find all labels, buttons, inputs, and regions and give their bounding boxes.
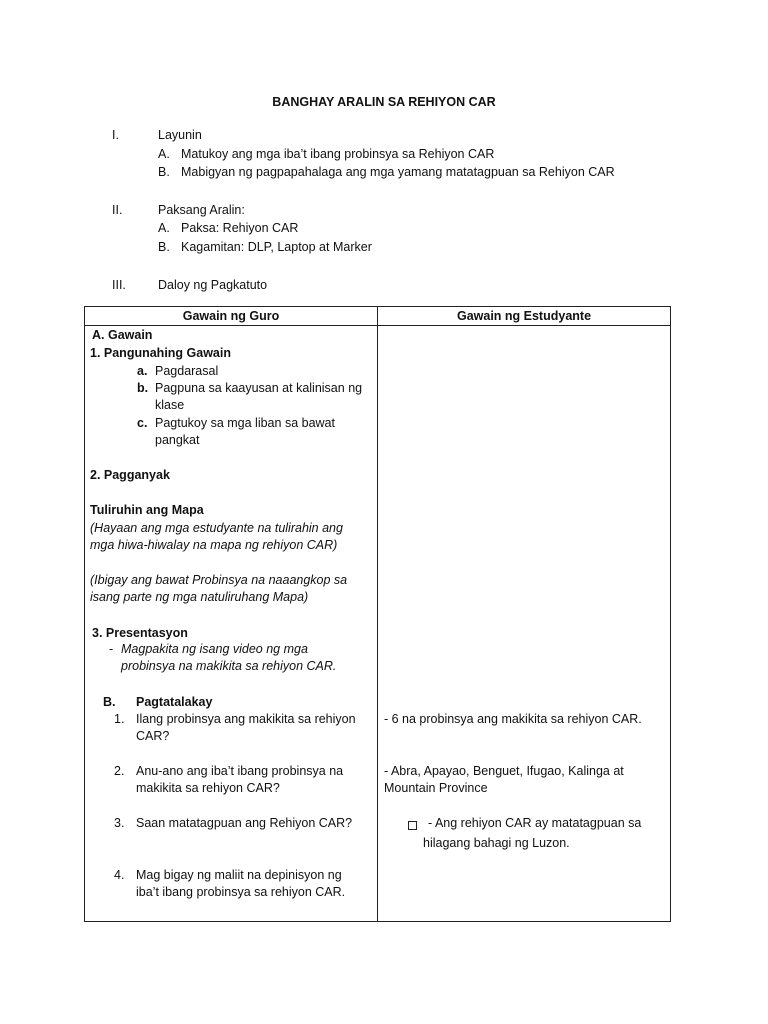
question-1-number: 1. [114,712,125,726]
note1-line2: mga hiwa-hiwalay na mapa ng rehiyon CAR) [90,538,338,552]
pagtatalakay-heading: Pagtatalakay [136,695,213,709]
objective-letter-b: B. [158,165,170,179]
topic-text-a: Paksa: Rehiyon CAR [181,221,299,235]
presentasyon-text-line2: probinsya na makikita sa rehiyon CAR. [121,659,337,673]
activity-text-b-line2: klase [155,398,185,412]
presentasyon-label: 3. Presentasyon [92,626,188,640]
activity-letter-a: a. [137,364,148,378]
header-gawain-estudyante: Gawain ng Estudyante [378,307,671,326]
note2-line1: (Ibigay ang bawat Probinsya na naaangkop sa [90,573,348,587]
question-3-number: 3. [114,816,125,830]
answer-1: - 6 na probinsya ang makikita sa rehiyon CAR. [384,712,642,726]
gawain-label: A. Gawain [92,328,153,342]
answer-2-line2: Mountain Province [384,781,488,795]
question-4-line1: Mag bigay ng maliit na depinisyon ng [136,868,342,882]
section-numeral-1: I. [112,128,119,142]
topic-text-b: Kagamitan: DLP, Laptop at Marker [181,240,372,254]
pagganyak-label: 2. Pagganyak [90,468,170,482]
section-heading-paksang-aralin: Paksang Aralin: [158,203,245,217]
question-4-number: 4. [114,868,125,882]
lesson-flow-table [84,306,671,922]
activity-text-b-line1: Pagpuna sa kaayusan at kalinisan ng [155,381,363,395]
header-gawain-guro: Gawain ng Guro [85,307,378,326]
answer-2-line1: - Abra, Apayao, Benguet, Ifugao, Kalinga at [384,764,624,778]
document-title: BANGHAY ARALIN SA REHIYON CAR [272,95,496,109]
pagtatalakay-letter: B. [103,695,116,709]
presentasyon-text-line1: Magpakita ng isang video ng mga [121,642,308,656]
topic-letter-b: B. [158,240,170,254]
question-2-line2: makikita sa rehiyon CAR? [136,781,280,795]
objective-text-a: Matukoy ang mga iba’t ibang probinsya sa Rehiyon CAR [181,147,495,161]
teacher-column [85,326,378,922]
tuliruhin-heading: Tuliruhin ang Mapa [90,503,204,517]
activity-text-c-line2: pangkat [155,433,200,447]
activity-letter-b: b. [137,381,149,395]
note1-line1: (Hayaan ang mga estudyante na tulirahin ang [90,521,343,535]
note2-line2: isang parte ng mga natuliruhang Mapa) [90,590,309,604]
activity-text-a: Pagdarasal [155,364,219,378]
topic-letter-a: A. [158,221,170,235]
table-header-row [85,307,671,326]
presentasyon-dash: - [109,642,114,656]
objective-text-b: Mabigyan ng pagpapahalaga ang mga yamang matatagpuan sa Rehiyon CAR [181,165,615,179]
section-numeral-3: III. [112,278,126,292]
question-2-number: 2. [114,764,125,778]
section-heading-daloy: Daloy ng Pagkatuto [158,278,268,292]
section-heading-layunin: Layunin [158,128,202,142]
answer-3-line1: - Ang rehiyon CAR ay matatagpuan sa [428,816,642,830]
question-4-line2: iba’t ibang probinsya sa rehiyon CAR. [136,885,346,899]
pangunahing-gawain-label: 1. Pangunahing Gawain [90,346,231,360]
question-1-line1: Ilang probinsya ang makikita sa rehiyon [136,712,356,726]
checkbox-bullet-icon [408,821,417,830]
activity-letter-c: c. [137,416,148,430]
student-column [378,326,671,922]
question-3-line1: Saan matatagpuan ang Rehiyon CAR? [136,816,353,830]
table-body-row [85,326,671,922]
section-numeral-2: II. [112,203,123,217]
question-1-line2: CAR? [136,729,170,743]
answer-3-line2: hilagang bahagi ng Luzon. [423,836,570,850]
objective-letter-a: A. [158,147,170,161]
activity-text-c-line1: Pagtukoy sa mga liban sa bawat [155,416,335,430]
question-2-line1: Anu-ano ang iba’t ibang probinsya na [136,764,344,778]
